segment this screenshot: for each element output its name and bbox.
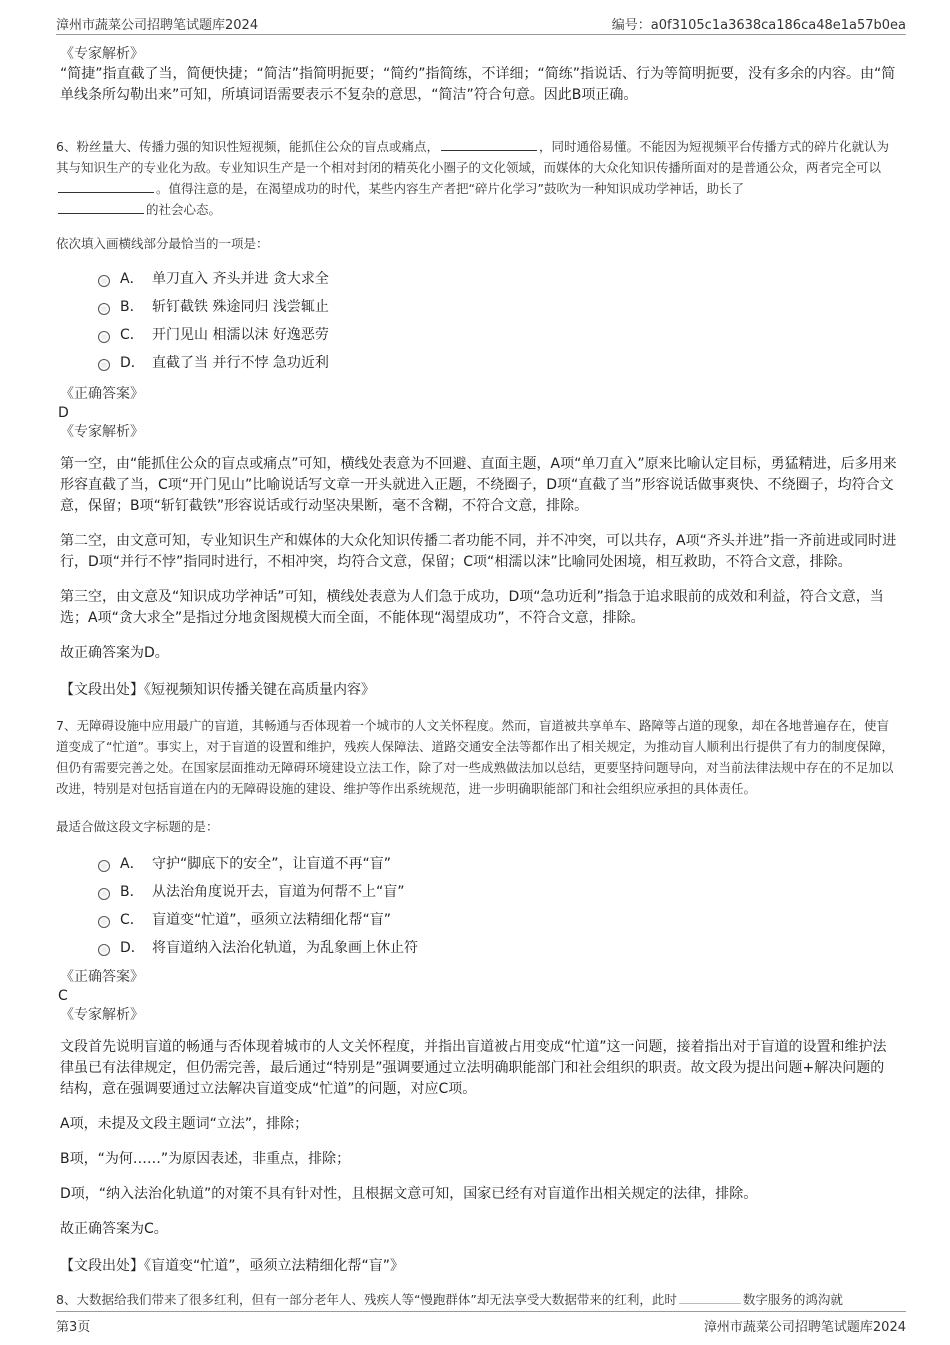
analysis-paragraph: 第一空，由“能抓住公众的盲点或痛点”可知，横线处表意为不回避、直面主题，A项“单刀直入”原来比喻认定目标，勇猛精进，后多用来形容直截了当，C项“开门见山”比喻说话写文章一开头就进入正题，不绕圈子，D项“直截了当”形容说话做事爽快、不绕圈子，均符合文意，保留；B项“斩钉截铁”形容说话或行动坚决果断，毫不含糊，不符合文意，排除。 (60, 456, 897, 514)
page-header (56, 12, 906, 35)
q6-text-1: 6、粉丝量大、传播力强的知识性短视频，能抓住公众的盲点或痛点， (56, 139, 439, 154)
q6-text-4: 的社会心态。 (146, 202, 222, 217)
question-7-prompt: 最适合做这段文字标题的是： (56, 819, 219, 834)
analysis-paragraph: 第二空，由文意可知，专业知识生产和媒体的大众化知识传播二者功能不同，并不冲突，可以共存，A项“齐头并进”指一齐前进或同时进行，D项“并行不悖”指同时进行，不相冲突，均符合文意，保留；C项“相濡以沫”比喻同处困境，相互救助，不符合文意，排除。 (60, 533, 897, 570)
fill-blank-2 (58, 180, 154, 193)
header-doc-id: 编号：a0f3105c1a3638ca186ca48e1a57b0ea (611, 18, 906, 33)
fill-blank-3 (58, 201, 144, 214)
question-7-stem: 7、无障碍设施中应用最广的盲道，其畅通与否体现着一个城市的人文关怀程度。然而，盲道被共享单车、路障等占道的现象，却在各地普遍存在，使盲道变成了“忙道”。事实上，对于盲道的设置和维护，残疾人保障法、道路交通安全法等都作出了相关规定，为推动盲人顺利出行提供了有力的制度保障，但仍有需要完善之处。在国家层面推动无障碍环境建设立法工作，除了对一些成熟做法加以总结，更要坚持问题导向，对当前法律法规中存在的不足加以改进，特别是对包括盲道在内的无障碍设施的建设、维护等作出系统规范，进一步明确职能部门和社会组织应承担的具体责任。 (56, 718, 894, 796)
radio-icon[interactable] (98, 331, 110, 343)
radio-icon[interactable] (98, 916, 110, 928)
radio-icon[interactable] (98, 275, 110, 287)
q8-text-2: 数字服务的鸿沟就 (742, 1292, 843, 1307)
answer-tag: 《正确答案》 (60, 969, 144, 985)
option-a[interactable]: A． 守护“脚底下的安全”，让盲道不再“盲” (98, 849, 898, 877)
q6-text-3: 。值得注意的是，在渴望成功的时代，某些内容生产者把“碎片化学习”鼓吹为一种知识成功学神话，助长了 (156, 181, 744, 196)
analysis-paragraph: B项，“为何……”为原因表述，非重点，排除； (60, 1151, 351, 1167)
option-b[interactable]: B． 从法治角度说开去，盲道为何帮不上“盲” (98, 877, 898, 905)
option-c[interactable]: C． 盲道变“忙道”，亟须立法精细化帮“盲” (98, 905, 898, 933)
footer-title: 漳州市蔬菜公司招聘笔试题库2024 (703, 1320, 906, 1335)
analysis-tag: 《专家解析》 (60, 1007, 144, 1023)
q8-text-1: 8、大数据给我们带来了很多红利，但有一部分老年人、残疾人等“慢跑群体”却无法享受大数据带来的红利，此时 (56, 1292, 677, 1307)
question-6-options (98, 264, 898, 376)
analysis-tag: 《专家解析》 (60, 424, 144, 440)
analysis-paragraph: 第三空，由文意及“知识成功学神话”可知，横线处表意为人们急于成功，D项“急功近利”指急于追求眼前的成效和利益，符合文意，当选；A项“贪大求全”是指过分地贪图规模大而全面，不能体现“渴望成功”，不符合文意，排除。 (60, 589, 884, 626)
conclusion: 故正确答案为D。 (60, 645, 169, 661)
analysis-paragraph: 文段首先说明盲道的畅通与否体现着城市的人文关怀程度，并指出盲道被占用变成“忙道”这一问题，接着指出对于盲道的设置和维护法律虽已有法律规定，但仍需完善，最后通过“特别是”强调要通过立法明确职能部门和社会组织的职责。故文段为提出问题+解决问题的结构，意在强调要通过立法解决盲道变成“忙道”的问题，对应C项。 (60, 1039, 887, 1097)
option-a[interactable]: A． 单刀直入 齐头并进 贪大求全 (98, 264, 898, 292)
analysis-tag: 《专家解析》 (60, 46, 144, 62)
correct-answer: D (58, 405, 69, 421)
question-7-options (98, 849, 898, 961)
source-citation: 【文段出处】《短视频知识传播关键在高质量内容》 (60, 682, 375, 698)
page-number: 第3页 (56, 1320, 91, 1335)
analysis-paragraph: D项，“纳入法治化轨道”的对策不具有针对性，且根据文意可知，国家已经有对盲道作出相关规定的法律，排除。 (60, 1186, 758, 1202)
header-title: 漳州市蔬菜公司招聘笔试题库2024 (56, 18, 259, 33)
option-d[interactable]: D． 将盲道纳入法治化轨道，为乱象画上休止符 (98, 933, 898, 961)
radio-icon[interactable] (98, 860, 110, 872)
page-footer (56, 1311, 906, 1336)
analysis-paragraph: A项，未提及文段主题词“立法”，排除； (60, 1116, 309, 1132)
source-citation: 【文段出处】《盲道变“忙道”，亟须立法精细化帮“盲”》 (60, 1258, 405, 1274)
radio-icon[interactable] (98, 888, 110, 900)
radio-icon[interactable] (98, 944, 110, 956)
question-6-prompt: 依次填入画横线部分最恰当的一项是： (56, 236, 269, 251)
option-b[interactable]: B． 斩钉截铁 殊途同归 浅尝辄止 (98, 292, 898, 320)
fill-blank-1 (441, 138, 537, 151)
q6-text-2: ，同时通俗易懂。不能因为短视频平台传播方式的碎片化就认为其与知识生产的专业化为敌。专业知识生产是一个相对封闭的精英化小圈子的文化领域，而媒体的大众化知识传播所面对的是普通公众，两者完全可以 (56, 139, 889, 175)
answer-tag: 《正确答案》 (60, 386, 144, 402)
option-c[interactable]: C． 开门见山 相濡以沫 好逸恶劳 (98, 320, 898, 348)
correct-answer: C (58, 988, 68, 1004)
analysis-paragraph: “简捷”指直截了当，简便快捷；“简洁”指简明扼要；“简约”指简练，不详细；“简练”指说话、行为等简明扼要，没有多余的内容。由“简单线条所勾勒出来”可知，所填词语需要表示不复杂的意思，“简洁”符合句意。因此B项正确。 (60, 66, 896, 103)
page-content (56, 44, 898, 1310)
option-d[interactable]: D． 直截了当 并行不悖 急功近利 (98, 348, 898, 376)
question-8-stem (56, 1289, 898, 1310)
radio-icon[interactable] (98, 303, 110, 315)
fill-blank (679, 1291, 741, 1304)
conclusion: 故正确答案为C。 (60, 1221, 168, 1237)
question-6-stem (56, 136, 898, 220)
radio-icon[interactable] (98, 359, 110, 371)
